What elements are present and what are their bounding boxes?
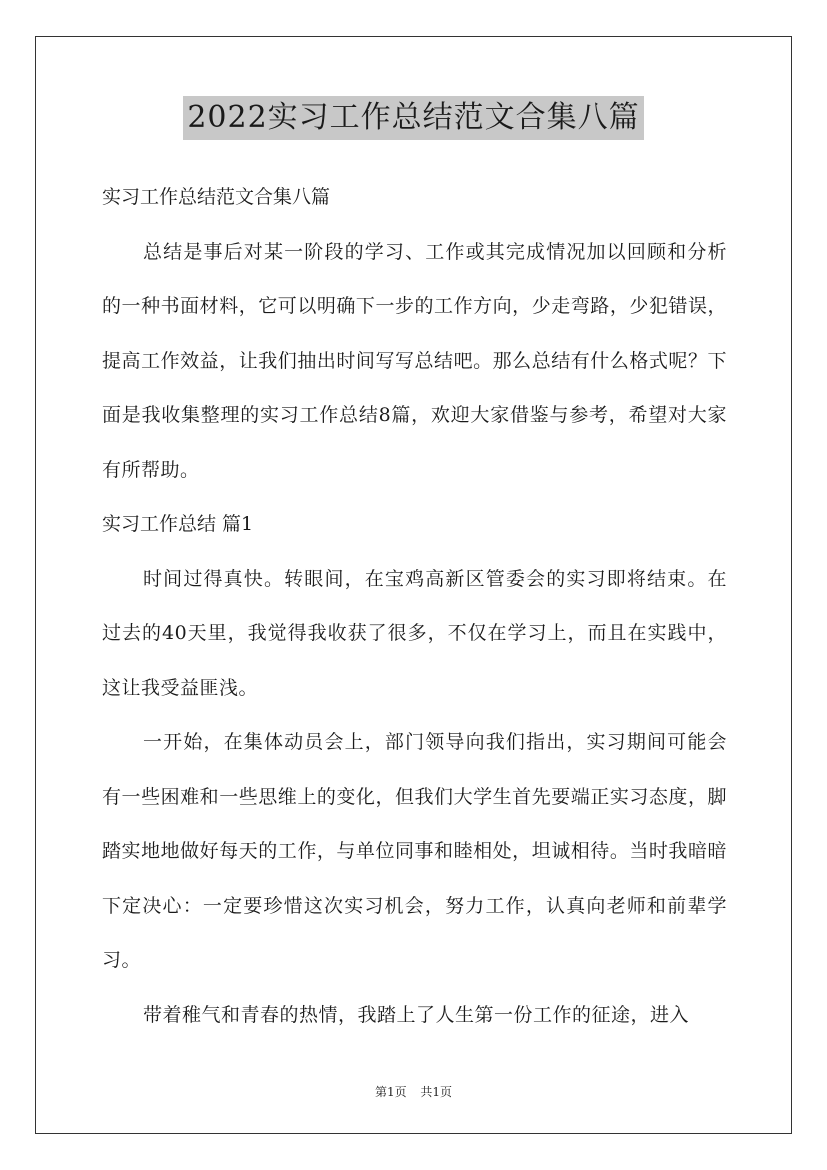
section-heading-part1: 实习工作总结 篇1: [102, 513, 254, 535]
body-paragraph: 一开始，在集体动员会上，部门领导向我们指出，实习期间可能会有一些困难和一些思维上的变化，但我们大学生首先要端正实习态度，脚踏实地地做好每天的工作，与单位同事和睦相处，坦诚相待。当时我暗暗下定决心：一定要珍惜这次实习机会，努力工作，认真向老师和前辈学习。: [102, 731, 727, 971]
page-number: 第1页: [374, 1085, 407, 1099]
body-paragraph: 时间过得真快。转眼间，在宝鸡高新区管委会的实习即将结束。在过去的40天里，我觉得我收获了很多，不仅在学习上，而且在实践中，这让我受益匪浅。: [102, 567, 727, 699]
body-paragraph: 总结是事后对某一阶段的学习、工作或其完成情况加以回顾和分析的一种书面材料，它可以明确下一步的工作方向，少走弯路，少犯错误，提高工作效益，让我们抽出时间写写总结吧。那么总结有什么格式呢？下面是我收集整理的实习工作总结8篇，欢迎大家借鉴与参考，希望对大家有所帮助。: [102, 240, 727, 481]
document-body: [102, 170, 727, 1042]
page-footer: [0, 1083, 827, 1100]
document-title: 2022实习工作总结范文合集八篇: [183, 96, 643, 140]
total-pages: 共1页: [420, 1085, 453, 1099]
title-container: [0, 96, 827, 140]
body-paragraph: 带着稚气和青春的热情，我踏上了人生第一份工作的征途，进入: [143, 1003, 690, 1026]
section-heading-intro: 实习工作总结范文合集八篇: [102, 186, 331, 208]
